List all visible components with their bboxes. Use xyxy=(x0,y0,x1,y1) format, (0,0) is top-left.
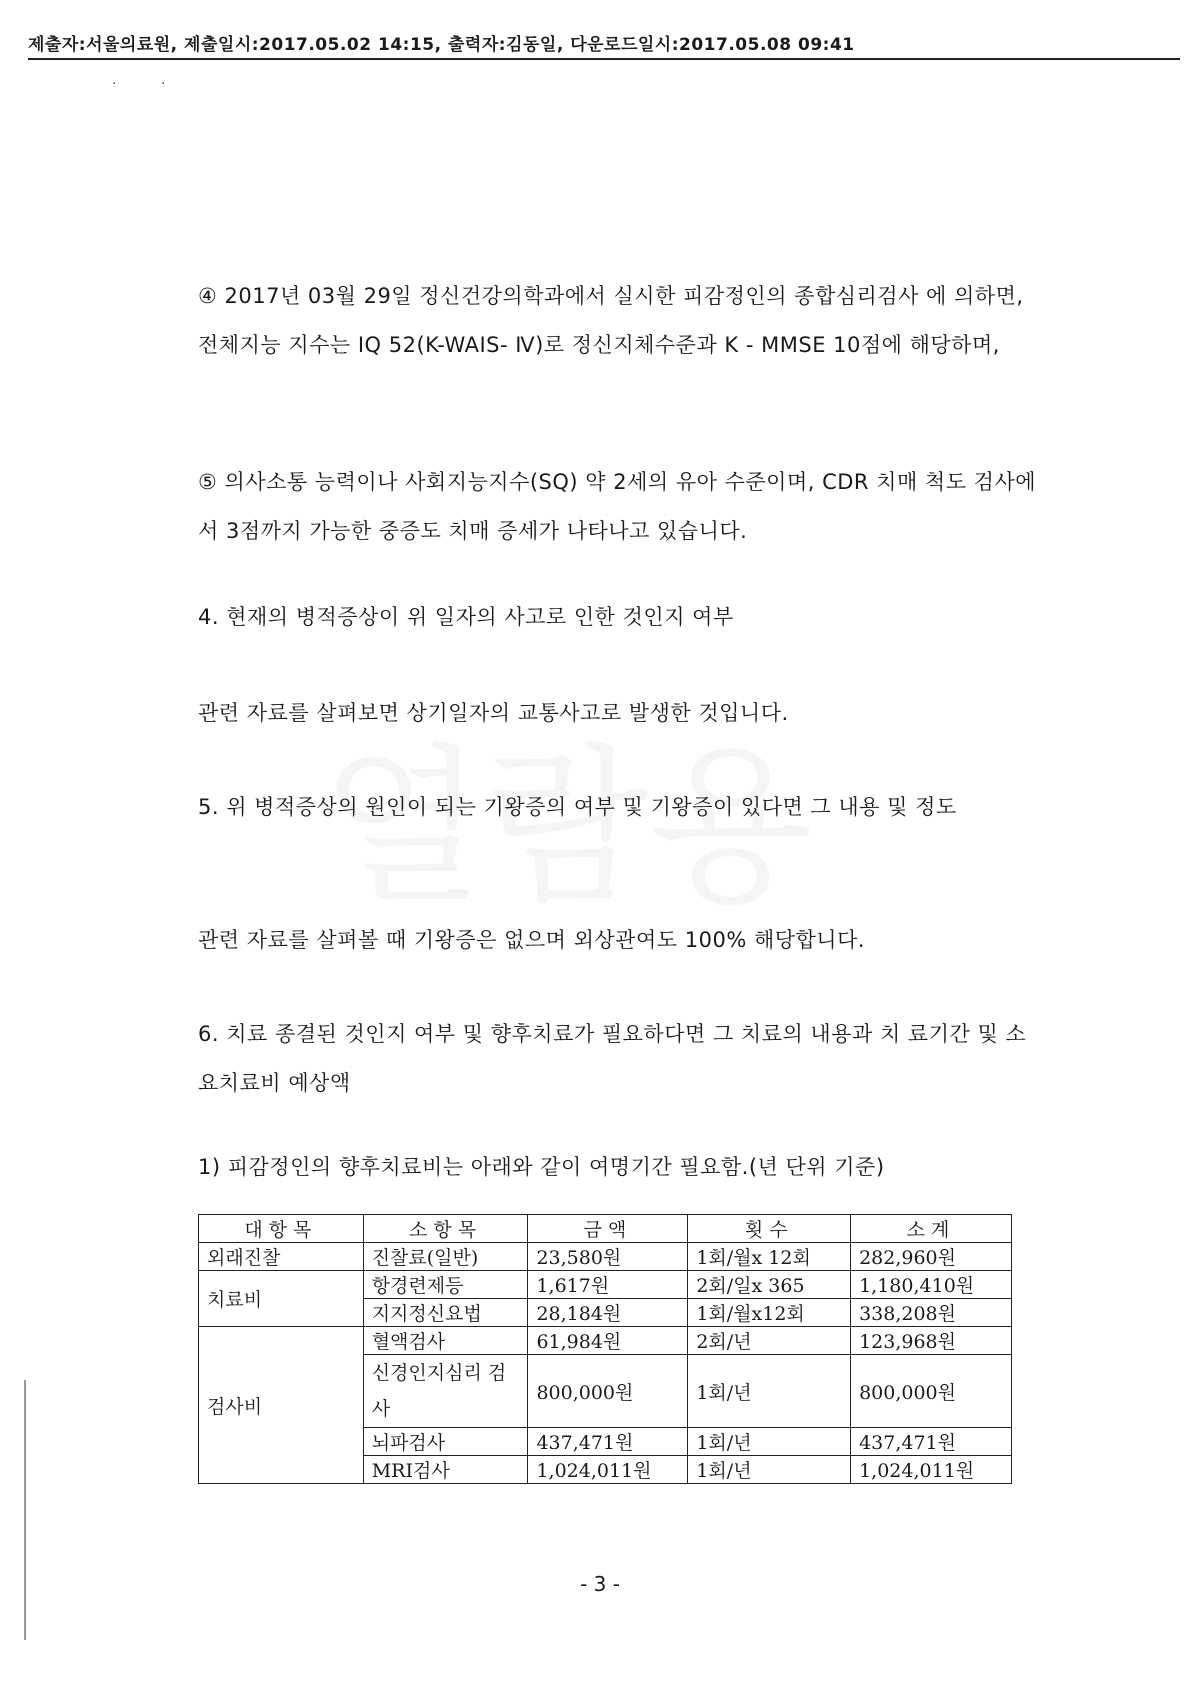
section-5-heading: 5. 위 병적증상의 원인이 되는 기왕증의 여부 및 기왕증이 있다면 그 내용 및 정도 xyxy=(198,795,957,819)
count-cell: 2회/년 xyxy=(688,1327,851,1355)
scan-edge-line xyxy=(24,1380,26,1640)
item-cell: 혈액검사 xyxy=(363,1327,528,1355)
category-cell: 검사비 xyxy=(199,1327,364,1484)
item-cell: 진찰료(일반) xyxy=(363,1243,528,1271)
scan-specks: · · xyxy=(112,76,166,92)
count-cell: 1회/월x12회 xyxy=(688,1299,851,1327)
item-cell: 지지정신요법 xyxy=(363,1299,528,1327)
header-category: 대항목 xyxy=(199,1215,364,1243)
subtotal-cell: 282,960원 xyxy=(851,1243,1012,1271)
header-amount: 금액 xyxy=(528,1215,688,1243)
table-row xyxy=(199,1271,1012,1299)
cost-table-caption: 1) 피감정인의 향후치료비는 아래와 같이 여명기간 필요함.(년 단위 기준) xyxy=(198,1155,885,1179)
category-cell: 치료비 xyxy=(199,1271,364,1327)
amount-cell: 437,471원 xyxy=(528,1428,688,1456)
section-4-answer: 관련 자료를 살펴보면 상기일자의 교통사고로 발생한 것입니다. xyxy=(198,701,789,725)
table-row xyxy=(199,1243,1012,1271)
treatment-cost-table xyxy=(198,1214,1012,1484)
category-cell: 외래진찰 xyxy=(199,1243,364,1271)
paragraph-item-4: ④ 2017년 03월 29일 정신건강의학과에서 실시한 피감정인의 종합심리검사 에 의하면, 전체지능 지수는 IQ 52(K-WAIS- Ⅳ)로 정신지체수준과 K - MMSE 10점에 해당하며, xyxy=(198,284,1031,357)
subtotal-cell: 1,024,011원 xyxy=(851,1456,1012,1484)
count-cell: 2회/일x 365 xyxy=(688,1271,851,1299)
paragraph-item-5: ⑤ 의사소통 능력이나 사회지능지수(SQ) 약 2세의 유아 수준이며, CDR 치매 척도 검사에서 3점까지 가능한 중증도 치매 증세가 나타나고 있습니다. xyxy=(198,470,1037,543)
header-item: 소항목 xyxy=(363,1215,528,1243)
amount-cell: 23,580원 xyxy=(528,1243,688,1271)
page-number: - 3 - xyxy=(580,1572,620,1596)
header-subtotal: 소계 xyxy=(851,1215,1012,1243)
section-4-heading: 4. 현재의 병적증상이 위 일자의 사고로 인한 것인지 여부 xyxy=(198,605,734,629)
count-cell: 1회/년 xyxy=(688,1456,851,1484)
subtotal-cell: 123,968원 xyxy=(851,1327,1012,1355)
count-cell: 1회/년 xyxy=(688,1355,851,1428)
count-cell: 1회/월x 12회 xyxy=(688,1243,851,1271)
item-cell: 신경인지심리 검사 xyxy=(363,1355,528,1428)
item-cell: 항경련제등 xyxy=(363,1271,528,1299)
document-header: 제출자:서울의료원, 제출일시:2017.05.02 14:15, 출력자:김동일, 다운로드일시:2017.05.08 09:41 xyxy=(28,30,1180,60)
table-header-row xyxy=(199,1215,1012,1243)
subtotal-cell: 338,208원 xyxy=(851,1299,1012,1327)
section-6-heading: 6. 치료 종결된 것인지 여부 및 향후치료가 필요하다면 그 치료의 내용과 치 료기간 및 소요치료비 예상액 xyxy=(198,1022,1027,1095)
amount-cell: 1,024,011원 xyxy=(528,1456,688,1484)
section-5-answer: 관련 자료를 살펴볼 때 기왕증은 없으며 외상관여도 100% 해당합니다. xyxy=(198,928,866,952)
subtotal-cell: 1,180,410원 xyxy=(851,1271,1012,1299)
subtotal-cell: 437,471원 xyxy=(851,1428,1012,1456)
amount-cell: 28,184원 xyxy=(528,1299,688,1327)
table-row xyxy=(199,1327,1012,1355)
amount-cell: 800,000원 xyxy=(528,1355,688,1428)
item-cell: 뇌파검사 xyxy=(363,1428,528,1456)
amount-cell: 1,617원 xyxy=(528,1271,688,1299)
header-count: 횟수 xyxy=(688,1215,851,1243)
amount-cell: 61,984원 xyxy=(528,1327,688,1355)
item-cell: MRI검사 xyxy=(363,1456,528,1484)
subtotal-cell: 800,000원 xyxy=(851,1355,1012,1428)
count-cell: 1회/년 xyxy=(688,1428,851,1456)
